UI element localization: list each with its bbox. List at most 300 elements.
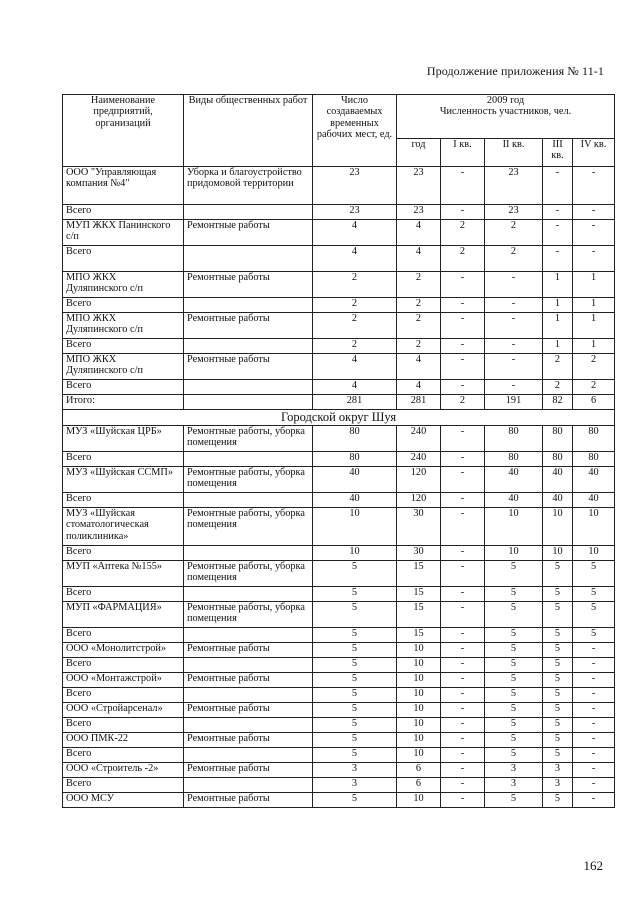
q4-cell: 1 — [573, 298, 615, 313]
work-type-cell — [184, 339, 313, 354]
jobs-count-cell: 5 — [313, 673, 397, 688]
q2-cell: 5 — [485, 602, 543, 628]
q4-cell: 40 — [573, 467, 615, 493]
year-count-cell: 240 — [397, 452, 441, 467]
q2-cell: 23 — [485, 205, 543, 220]
jobs-count-cell: 80 — [313, 452, 397, 467]
jobs-count-cell: 5 — [313, 602, 397, 628]
org-name-cell: ООО ПМК-22 — [63, 733, 184, 748]
work-type-cell: Ремонтные работы, уборка помещения — [184, 561, 313, 587]
q4-cell: - — [573, 733, 615, 748]
q4-cell: 2 — [573, 354, 615, 380]
q2-cell: - — [485, 313, 543, 339]
q4-cell: 1 — [573, 272, 615, 298]
org-name-cell: Всего — [63, 493, 184, 508]
year-count-cell: 10 — [397, 733, 441, 748]
q4-cell: 5 — [573, 587, 615, 602]
q2-cell: 5 — [485, 733, 543, 748]
org-name-cell: Всего — [63, 205, 184, 220]
q3-cell: 10 — [543, 546, 573, 561]
q1-cell: - — [441, 718, 485, 733]
work-type-cell: Ремонтные работы — [184, 673, 313, 688]
table-row — [63, 763, 615, 778]
org-name-cell: Всего — [63, 298, 184, 313]
org-name-cell: Всего — [63, 546, 184, 561]
jobs-count-cell: 4 — [313, 246, 397, 272]
q4-cell: - — [573, 205, 615, 220]
header-name: Наименование предприятий, организаций — [63, 95, 184, 167]
q2-cell: 40 — [485, 467, 543, 493]
q3-cell: 5 — [543, 587, 573, 602]
q4-cell: 80 — [573, 452, 615, 467]
q3-cell: 5 — [543, 793, 573, 808]
q1-cell: - — [441, 602, 485, 628]
q2-cell: - — [485, 298, 543, 313]
year-count-cell: 10 — [397, 748, 441, 763]
q1-cell: - — [441, 467, 485, 493]
work-type-cell: Ремонтные работы — [184, 703, 313, 718]
header-q3: III кв. — [543, 139, 573, 167]
org-name-cell: МУЗ «Шуйская ССМП» — [63, 467, 184, 493]
q2-cell: 5 — [485, 703, 543, 718]
work-type-cell: Ремонтные работы, уборка помещения — [184, 508, 313, 546]
q1-cell: - — [441, 339, 485, 354]
jobs-count-cell: 23 — [313, 167, 397, 205]
q4-cell: 6 — [573, 395, 615, 410]
q3-cell: 1 — [543, 339, 573, 354]
page-number: 162 — [583, 858, 603, 873]
work-type-cell: Ремонтные работы — [184, 763, 313, 778]
org-name-cell: МУП ЖКХ Панинского с/п — [63, 220, 184, 246]
jobs-count-cell: 5 — [313, 793, 397, 808]
work-type-cell — [184, 658, 313, 673]
year-count-cell: 15 — [397, 587, 441, 602]
table-body-part2 — [63, 426, 615, 808]
org-name-cell: МПО ЖКХ Дуляпинского с/п — [63, 272, 184, 298]
year-count-cell: 2 — [397, 272, 441, 298]
q2-cell: 80 — [485, 426, 543, 452]
year-count-cell: 2 — [397, 339, 441, 354]
org-name-cell: МУП «Аптека №155» — [63, 561, 184, 587]
org-name-cell: ООО "Управляющая компания №4" — [63, 167, 184, 205]
q3-cell: - — [543, 205, 573, 220]
q2-cell: 40 — [485, 493, 543, 508]
year-count-cell: 10 — [397, 673, 441, 688]
q1-cell: - — [441, 205, 485, 220]
work-type-cell — [184, 395, 313, 410]
q4-cell: 10 — [573, 508, 615, 546]
q1-cell: - — [441, 733, 485, 748]
year-count-cell: 2 — [397, 313, 441, 339]
work-type-cell: Уборка и благоустройство придомовой территории — [184, 167, 313, 205]
q1-cell: - — [441, 354, 485, 380]
year-count-cell: 10 — [397, 718, 441, 733]
q3-cell: 5 — [543, 643, 573, 658]
q2-cell: 2 — [485, 246, 543, 272]
q2-cell: 5 — [485, 718, 543, 733]
q3-cell: 1 — [543, 272, 573, 298]
work-type-cell — [184, 452, 313, 467]
public-works-table — [62, 94, 615, 808]
q4-cell: - — [573, 688, 615, 703]
table-row — [63, 313, 615, 339]
jobs-count-cell: 2 — [313, 272, 397, 298]
org-name-cell: ООО «Строитель -2» — [63, 763, 184, 778]
work-type-cell: Ремонтные работы, уборка помещения — [184, 467, 313, 493]
org-name-cell: Всего — [63, 339, 184, 354]
jobs-count-cell: 80 — [313, 426, 397, 452]
q2-cell: 5 — [485, 748, 543, 763]
jobs-count-cell: 5 — [313, 587, 397, 602]
year-count-cell: 4 — [397, 246, 441, 272]
q4-cell: - — [573, 673, 615, 688]
total-row — [63, 778, 615, 793]
q1-cell: - — [441, 793, 485, 808]
q2-cell: 191 — [485, 395, 543, 410]
section-title: Городской округ Шуя — [63, 410, 615, 426]
total-row — [63, 546, 615, 561]
year-count-cell: 2 — [397, 298, 441, 313]
table-row — [63, 426, 615, 452]
q1-cell: 2 — [441, 220, 485, 246]
header-q2: II кв. — [485, 139, 543, 167]
work-type-cell: Ремонтные работы — [184, 313, 313, 339]
section-row-group — [63, 410, 615, 426]
table-row — [63, 167, 615, 205]
q3-cell: 3 — [543, 778, 573, 793]
year-count-cell: 15 — [397, 628, 441, 643]
org-name-cell: Всего — [63, 778, 184, 793]
total-row — [63, 246, 615, 272]
jobs-count-cell: 5 — [313, 658, 397, 673]
org-name-cell: Всего — [63, 246, 184, 272]
jobs-count-cell: 4 — [313, 220, 397, 246]
q2-cell: 3 — [485, 763, 543, 778]
q4-cell: - — [573, 763, 615, 778]
q3-cell: 5 — [543, 602, 573, 628]
total-row — [63, 452, 615, 467]
year-count-cell: 23 — [397, 205, 441, 220]
work-type-cell — [184, 587, 313, 602]
table-row — [63, 354, 615, 380]
grand-total-row — [63, 395, 615, 410]
q3-cell: - — [543, 246, 573, 272]
q2-cell: 5 — [485, 688, 543, 703]
q1-cell: - — [441, 748, 485, 763]
jobs-count-cell: 4 — [313, 354, 397, 380]
q3-cell: 2 — [543, 354, 573, 380]
total-row — [63, 688, 615, 703]
q3-cell: 2 — [543, 380, 573, 395]
q4-cell: - — [573, 718, 615, 733]
year-count-cell: 15 — [397, 561, 441, 587]
org-name-cell: Всего — [63, 587, 184, 602]
total-row — [63, 339, 615, 354]
year-count-cell: 30 — [397, 546, 441, 561]
org-name-cell: ООО «Монтажстрой» — [63, 673, 184, 688]
q3-cell: 3 — [543, 763, 573, 778]
q4-cell: - — [573, 658, 615, 673]
q4-cell: 5 — [573, 561, 615, 587]
header-count: Число создаваемых временных рабочих мест, ед. — [313, 95, 397, 167]
q1-cell: - — [441, 643, 485, 658]
q4-cell: 1 — [573, 313, 615, 339]
org-name-cell: Всего — [63, 718, 184, 733]
work-type-cell: Ремонтные работы — [184, 354, 313, 380]
year-count-cell: 120 — [397, 467, 441, 493]
jobs-count-cell: 4 — [313, 380, 397, 395]
org-name-cell: Всего — [63, 452, 184, 467]
q3-cell: 5 — [543, 718, 573, 733]
q2-cell: 5 — [485, 587, 543, 602]
header-participants: Численность участников, чел. — [439, 106, 572, 118]
q3-cell: 40 — [543, 467, 573, 493]
table-row — [63, 467, 615, 493]
q4-cell: 10 — [573, 546, 615, 561]
q3-cell: 5 — [543, 688, 573, 703]
work-type-cell — [184, 205, 313, 220]
work-type-cell: Ремонтные работы — [184, 643, 313, 658]
q4-cell: - — [573, 703, 615, 718]
jobs-count-cell: 40 — [313, 467, 397, 493]
q2-cell: 80 — [485, 452, 543, 467]
q1-cell: - — [441, 703, 485, 718]
q1-cell: - — [441, 426, 485, 452]
q1-cell: - — [441, 763, 485, 778]
q4-cell: - — [573, 167, 615, 205]
q2-cell: 5 — [485, 628, 543, 643]
jobs-count-cell: 5 — [313, 748, 397, 763]
q4-cell: - — [573, 643, 615, 658]
q2-cell: 2 — [485, 220, 543, 246]
jobs-count-cell: 281 — [313, 395, 397, 410]
org-name-cell: Всего — [63, 748, 184, 763]
jobs-count-cell: 5 — [313, 643, 397, 658]
jobs-count-cell: 10 — [313, 508, 397, 546]
q3-cell: 40 — [543, 493, 573, 508]
q2-cell: 5 — [485, 561, 543, 587]
org-name-cell: Итого: — [63, 395, 184, 410]
org-name-cell: МУЗ «Шуйская стоматологическая поликлиника» — [63, 508, 184, 546]
year-count-cell: 10 — [397, 643, 441, 658]
q1-cell: - — [441, 658, 485, 673]
work-type-cell — [184, 380, 313, 395]
q1-cell: - — [441, 561, 485, 587]
total-row — [63, 205, 615, 220]
q4-cell: 5 — [573, 628, 615, 643]
jobs-count-cell: 40 — [313, 493, 397, 508]
work-type-cell — [184, 718, 313, 733]
q2-cell: - — [485, 380, 543, 395]
org-name-cell: Всего — [63, 688, 184, 703]
table-row — [63, 220, 615, 246]
year-count-cell: 240 — [397, 426, 441, 452]
q4-cell: 80 — [573, 426, 615, 452]
work-type-cell: Ремонтные работы, уборка помещения — [184, 602, 313, 628]
q2-cell: - — [485, 354, 543, 380]
q1-cell: - — [441, 508, 485, 546]
q3-cell: 5 — [543, 628, 573, 643]
table-row — [63, 643, 615, 658]
table-row — [63, 602, 615, 628]
jobs-count-cell: 5 — [313, 561, 397, 587]
q1-cell: - — [441, 313, 485, 339]
org-name-cell: Всего — [63, 628, 184, 643]
year-count-cell: 281 — [397, 395, 441, 410]
total-row — [63, 748, 615, 763]
q3-cell: 80 — [543, 452, 573, 467]
year-count-cell: 120 — [397, 493, 441, 508]
q1-cell: 2 — [441, 246, 485, 272]
year-count-cell: 10 — [397, 703, 441, 718]
org-name-cell: ООО МСУ — [63, 793, 184, 808]
year-count-cell: 23 — [397, 167, 441, 205]
jobs-count-cell: 5 — [313, 733, 397, 748]
org-name-cell: ООО «Монолитстрой» — [63, 643, 184, 658]
table-row — [63, 508, 615, 546]
q1-cell: - — [441, 673, 485, 688]
year-count-cell: 4 — [397, 354, 441, 380]
q1-cell: 2 — [441, 395, 485, 410]
total-row — [63, 658, 615, 673]
jobs-count-cell: 2 — [313, 298, 397, 313]
table-row — [63, 793, 615, 808]
year-count-cell: 30 — [397, 508, 441, 546]
q1-cell: - — [441, 628, 485, 643]
work-type-cell: Ремонтные работы — [184, 272, 313, 298]
q1-cell: - — [441, 546, 485, 561]
work-type-cell — [184, 246, 313, 272]
year-count-cell: 6 — [397, 763, 441, 778]
q4-cell: - — [573, 748, 615, 763]
header-q4: IV кв. — [573, 139, 615, 167]
table-header — [63, 95, 615, 167]
total-row — [63, 587, 615, 602]
work-type-cell — [184, 493, 313, 508]
q4-cell: 5 — [573, 602, 615, 628]
jobs-count-cell: 5 — [313, 703, 397, 718]
table-row — [63, 272, 615, 298]
table-row — [63, 561, 615, 587]
org-name-cell: МПО ЖКХ Дуляпинского с/п — [63, 354, 184, 380]
q3-cell: - — [543, 220, 573, 246]
q3-cell: 5 — [543, 658, 573, 673]
org-name-cell: МУП «ФАРМАЦИЯ» — [63, 602, 184, 628]
q3-cell: 5 — [543, 733, 573, 748]
q2-cell: - — [485, 272, 543, 298]
q1-cell: - — [441, 380, 485, 395]
work-type-cell — [184, 748, 313, 763]
work-type-cell — [184, 778, 313, 793]
work-type-cell: Ремонтные работы — [184, 220, 313, 246]
q1-cell: - — [441, 298, 485, 313]
total-row — [63, 298, 615, 313]
q4-cell: - — [573, 220, 615, 246]
q4-cell: - — [573, 778, 615, 793]
year-count-cell: 10 — [397, 658, 441, 673]
continuation-label: Продолжение приложения № 11-1 — [426, 64, 604, 78]
q3-cell: 1 — [543, 313, 573, 339]
work-type-cell — [184, 546, 313, 561]
q3-cell: 10 — [543, 508, 573, 546]
org-name-cell: МПО ЖКХ Дуляпинского с/п — [63, 313, 184, 339]
total-row — [63, 718, 615, 733]
q4-cell: 2 — [573, 380, 615, 395]
total-row — [63, 628, 615, 643]
header-col-year: год — [397, 139, 441, 167]
q2-cell: 23 — [485, 167, 543, 205]
q1-cell: - — [441, 452, 485, 467]
q2-cell: 10 — [485, 546, 543, 561]
year-count-cell: 15 — [397, 602, 441, 628]
q4-cell: 40 — [573, 493, 615, 508]
q3-cell: 5 — [543, 673, 573, 688]
q2-cell: 5 — [485, 673, 543, 688]
org-name-cell: ООО «Стройарсенал» — [63, 703, 184, 718]
q1-cell: - — [441, 778, 485, 793]
table-row — [63, 703, 615, 718]
work-type-cell — [184, 298, 313, 313]
total-row — [63, 380, 615, 395]
q2-cell: 5 — [485, 793, 543, 808]
q3-cell: 80 — [543, 426, 573, 452]
q2-cell: 3 — [485, 778, 543, 793]
jobs-count-cell: 23 — [313, 205, 397, 220]
jobs-count-cell: 3 — [313, 778, 397, 793]
work-type-cell: Ремонтные работы — [184, 793, 313, 808]
jobs-count-cell: 5 — [313, 718, 397, 733]
q3-cell: 5 — [543, 748, 573, 763]
q2-cell: - — [485, 339, 543, 354]
q2-cell: 10 — [485, 508, 543, 546]
header-q1: I кв. — [441, 139, 485, 167]
q3-cell: - — [543, 167, 573, 205]
year-count-cell: 4 — [397, 220, 441, 246]
year-count-cell: 10 — [397, 793, 441, 808]
q1-cell: - — [441, 167, 485, 205]
org-name-cell: Всего — [63, 658, 184, 673]
q2-cell: 5 — [485, 658, 543, 673]
jobs-count-cell: 2 — [313, 339, 397, 354]
org-name-cell: МУЗ «Шуйская ЦРБ» — [63, 426, 184, 452]
q3-cell: 82 — [543, 395, 573, 410]
year-count-cell: 10 — [397, 688, 441, 703]
jobs-count-cell: 10 — [313, 546, 397, 561]
year-count-cell: 6 — [397, 778, 441, 793]
q1-cell: - — [441, 688, 485, 703]
work-type-cell: Ремонтные работы — [184, 733, 313, 748]
work-type-cell — [184, 628, 313, 643]
table-row — [63, 733, 615, 748]
q4-cell: - — [573, 793, 615, 808]
work-type-cell — [184, 688, 313, 703]
jobs-count-cell: 3 — [313, 763, 397, 778]
q2-cell: 5 — [485, 643, 543, 658]
header-works: Виды общественных работ — [184, 95, 313, 167]
jobs-count-cell: 5 — [313, 688, 397, 703]
header-year-group — [397, 95, 615, 139]
org-name-cell: Всего — [63, 380, 184, 395]
work-type-cell: Ремонтные работы, уборка помещения — [184, 426, 313, 452]
total-row — [63, 493, 615, 508]
q4-cell: 1 — [573, 339, 615, 354]
table-row — [63, 673, 615, 688]
q1-cell: - — [441, 587, 485, 602]
jobs-count-cell: 5 — [313, 628, 397, 643]
year-count-cell: 4 — [397, 380, 441, 395]
jobs-count-cell: 2 — [313, 313, 397, 339]
q3-cell: 1 — [543, 298, 573, 313]
